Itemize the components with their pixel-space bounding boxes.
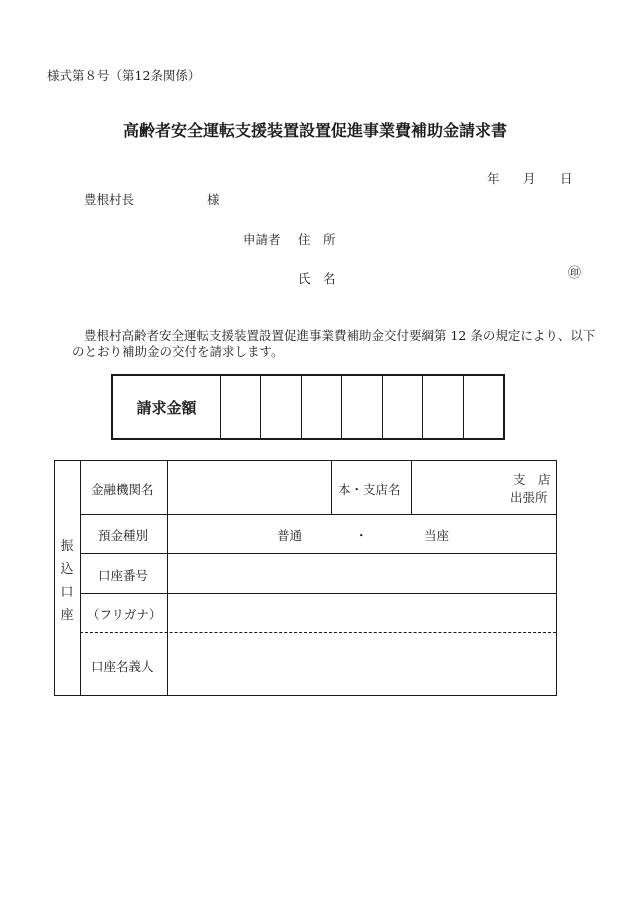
bank-section-char: 振	[60, 539, 74, 554]
account-type-separator: ・	[355, 528, 368, 543]
branch-option-sub-branch: 出張所	[510, 490, 548, 505]
account-number-label: 口座番号	[98, 568, 149, 583]
amount-digit-cell[interactable]	[423, 376, 463, 438]
branch-option-branch: 支 店	[513, 472, 551, 487]
account-holder-input[interactable]	[168, 633, 556, 695]
seal-mark: ㊞	[568, 266, 582, 281]
applicant-name-label: 氏 名	[298, 271, 336, 286]
amount-digit-cell[interactable]	[261, 376, 301, 438]
form-number: 様式第８号（第12条関係）	[47, 68, 201, 83]
amount-digit-cell[interactable]	[342, 376, 382, 438]
document-title: 高齢者安全運転支援装置設置促進事業費補助金請求書	[122, 121, 507, 140]
furigana-label: （フリガナ）	[87, 607, 162, 622]
request-text-line-1: 豊根村高齢者安全運転支援装置設置促進事業費補助金交付要綱第 12 条の規定により、以下	[84, 328, 596, 343]
account-type-ordinary[interactable]: 普通	[277, 528, 303, 543]
institution-label: 金融機関名	[91, 482, 154, 497]
bank-section-char: 座	[60, 608, 74, 623]
applicant-address-label: 住 所	[298, 232, 336, 247]
amount-digit-cell[interactable]	[383, 376, 423, 438]
branch-label: 本・支店名	[338, 482, 401, 497]
amount-digit-cell[interactable]	[302, 376, 342, 438]
date-day: 日	[560, 171, 573, 186]
date-month: 月	[523, 171, 536, 186]
account-holder-label: 口座名義人	[91, 659, 154, 674]
furigana-input[interactable]	[168, 594, 556, 631]
institution-input[interactable]	[168, 462, 330, 513]
claim-amount-label: 請求金額	[113, 376, 221, 438]
amount-digit-cell[interactable]	[464, 376, 503, 438]
request-text-line-2: のとおり補助金の交付を請求します。	[72, 344, 284, 359]
addressee-name: 豊根村長	[84, 192, 135, 207]
applicant-label: 申請者	[243, 232, 281, 247]
addressee-honorific: 様	[207, 192, 220, 207]
bank-section-char: 口	[60, 585, 74, 600]
account-number-input[interactable]	[168, 554, 556, 592]
bank-transfer-table	[54, 460, 557, 696]
account-type-label: 預金種別	[98, 528, 149, 543]
amount-digit-cell[interactable]	[221, 376, 261, 438]
date-year: 年	[487, 171, 500, 186]
account-type-current[interactable]: 当座	[424, 528, 450, 543]
bank-section-char: 込	[60, 562, 74, 577]
bank-section-label	[57, 535, 77, 627]
claim-amount-box	[111, 374, 505, 440]
